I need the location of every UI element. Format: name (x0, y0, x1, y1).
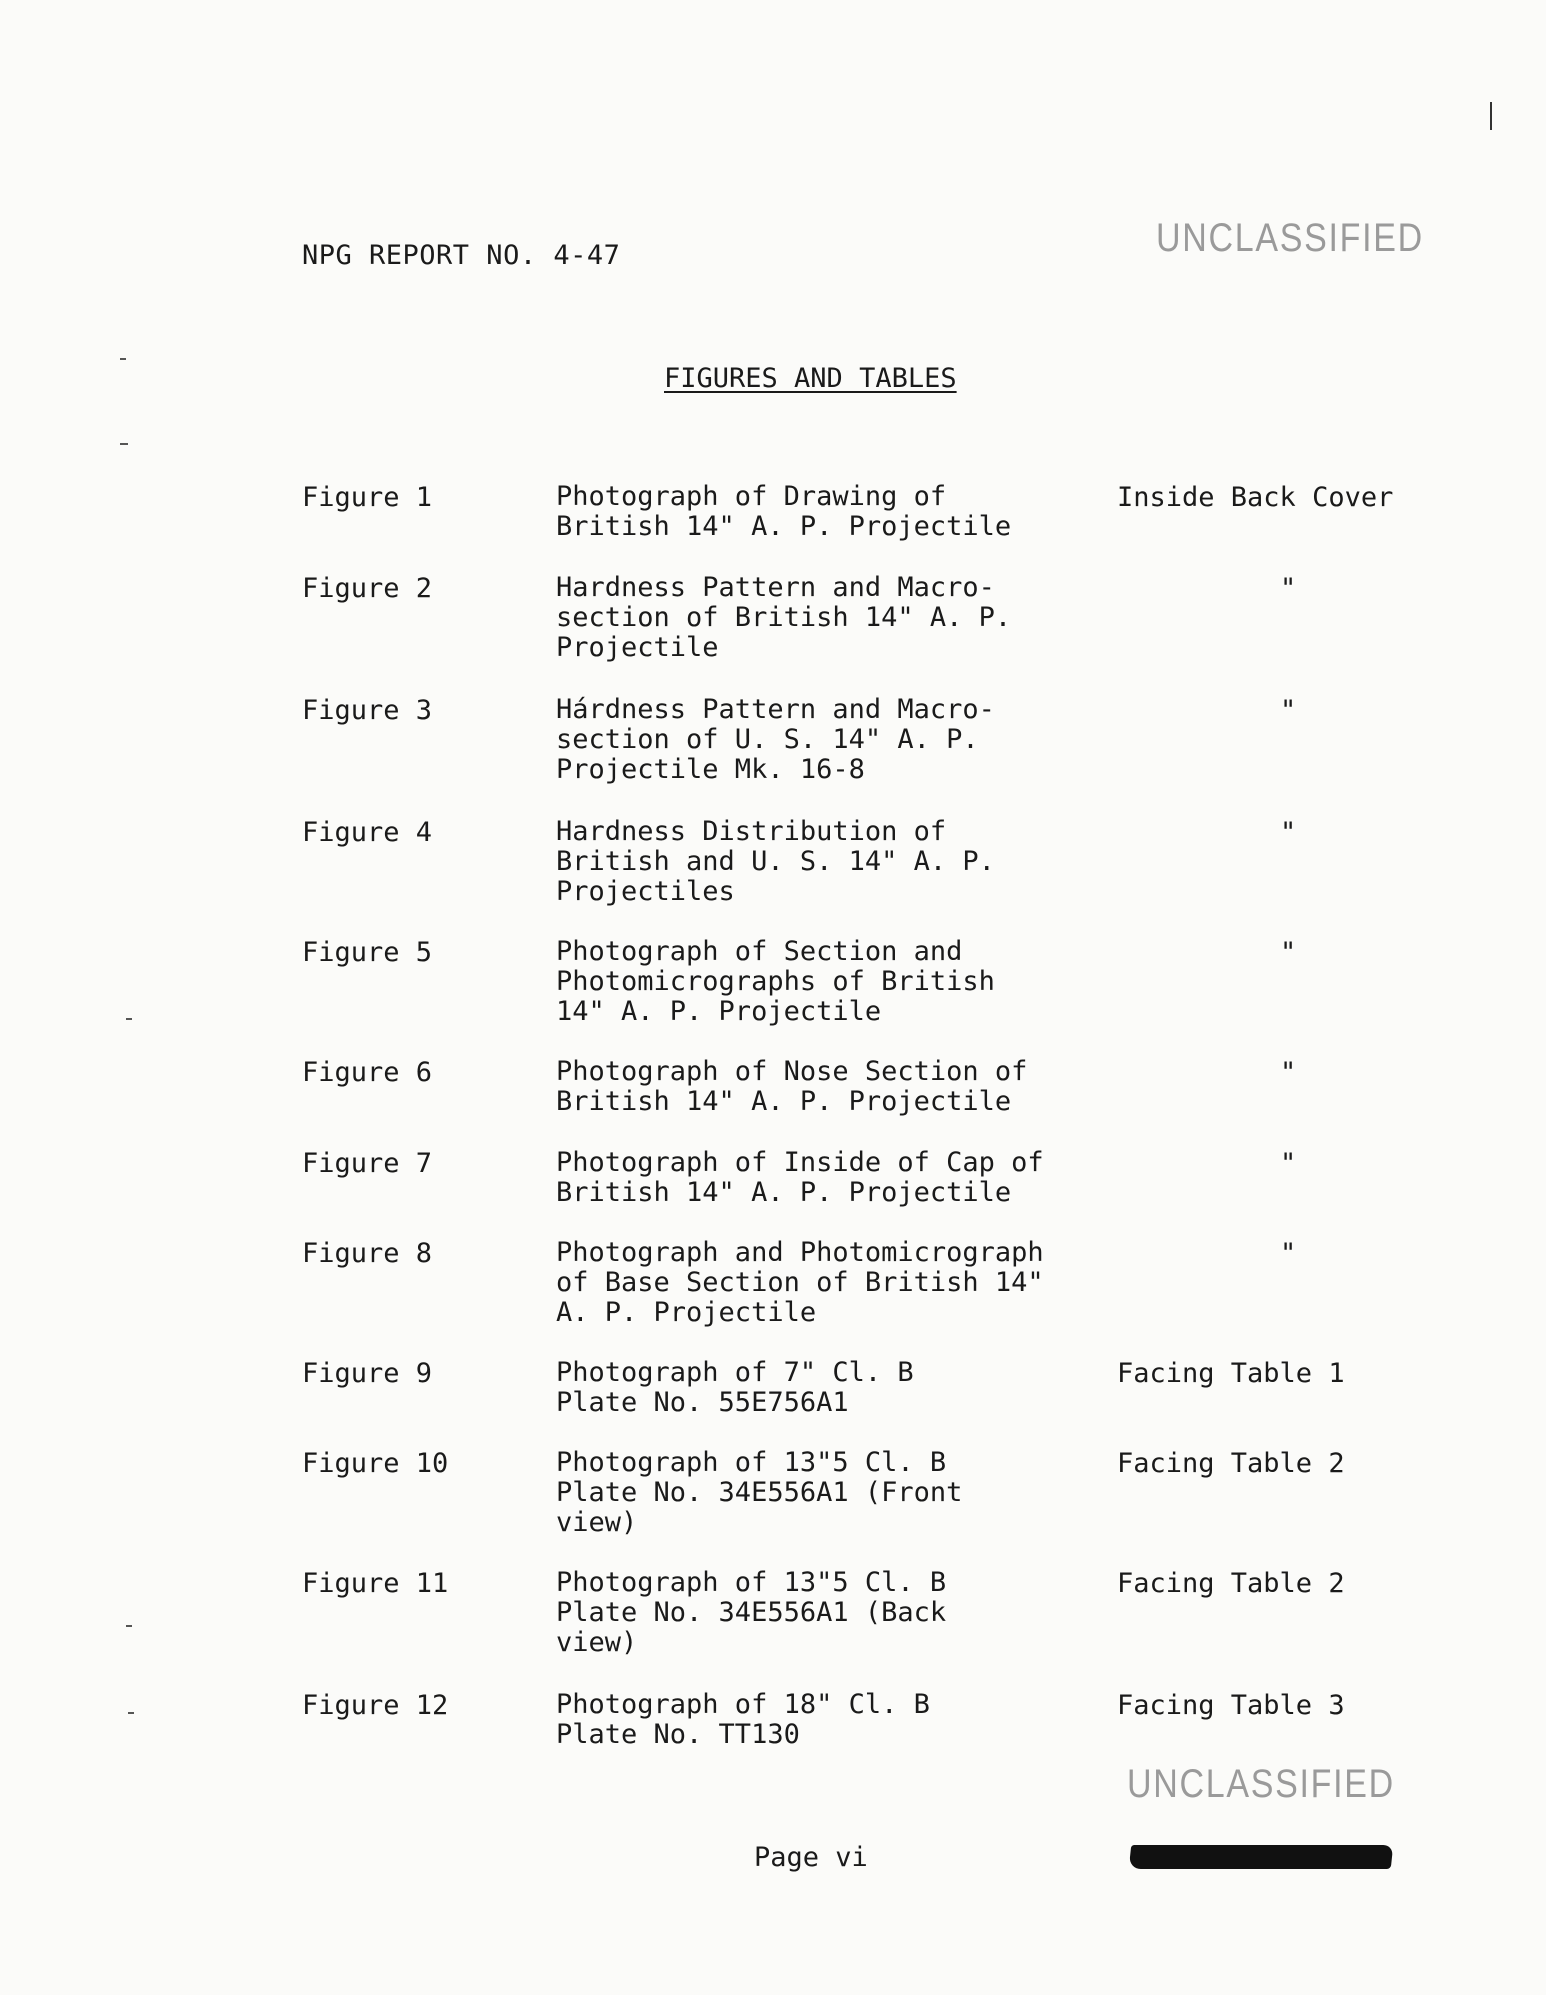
figure-description: Photograph of 13"5 Cl. B Plate No. 34E556A1 (Front view) (556, 1447, 963, 1538)
edge-mark (1490, 102, 1492, 130)
scan-speck (126, 1018, 132, 1020)
report-number: NPG REPORT NO. 4-47 (302, 240, 621, 271)
figure-label: Figure 2 (302, 573, 433, 604)
scan-speck (120, 443, 128, 445)
figure-description: Hardness Distribution of British and U. S. 14" A. P. Projectiles (556, 816, 995, 907)
figure-label: Figure 8 (302, 1238, 433, 1269)
figure-description: Photograph of Drawing of British 14" A. P. Projectile (556, 481, 1012, 542)
figure-label: Figure 4 (302, 817, 433, 848)
figure-label: Figure 12 (302, 1690, 449, 1721)
figure-location: Facing Table 2 (1117, 1448, 1345, 1479)
figure-label: Figure 5 (302, 937, 433, 968)
figure-label: Figure 10 (302, 1448, 449, 1479)
figure-location-ditto: " (1280, 573, 1297, 604)
figure-location: Facing Table 1 (1117, 1358, 1345, 1389)
figure-label: Figure 1 (302, 482, 433, 513)
classification-stamp-bottom: UNCLASSIFIED (1127, 1762, 1395, 1806)
figure-description: Photograph of Section and Photomicrographs of British 14" A. P. Projectile (556, 936, 995, 1027)
figure-location: Facing Table 2 (1117, 1568, 1345, 1599)
figure-label: Figure 3 (302, 695, 433, 726)
figure-label: Figure 11 (302, 1568, 449, 1599)
figure-label: Figure 6 (302, 1057, 433, 1088)
figure-description: Hardness Pattern and Macro- section of British 14" A. P. Projectile (556, 572, 1012, 663)
figure-location-ditto: " (1280, 1148, 1297, 1179)
page-title: FIGURES AND TABLES (664, 363, 957, 394)
figure-label: Figure 7 (302, 1148, 433, 1179)
figure-description: Photograph of Inside of Cap of British 14" A. P. Projectile (556, 1147, 1044, 1208)
figure-location: Inside Back Cover (1117, 482, 1394, 513)
figure-location-ditto: " (1280, 937, 1297, 968)
redaction-mark (1129, 1845, 1394, 1869)
figure-location: Facing Table 3 (1117, 1690, 1345, 1721)
scan-speck (126, 1625, 132, 1627)
figure-location-ditto: " (1280, 695, 1297, 726)
figure-description: Hárdness Pattern and Macro- section of U. S. 14" A. P. Projectile Mk. 16-8 (556, 694, 995, 785)
figure-location-ditto: " (1280, 817, 1297, 848)
figure-description: Photograph of 7" Cl. B Plate No. 55E756A1 (556, 1357, 914, 1418)
figure-description: Photograph of Nose Section of British 14" A. P. Projectile (556, 1056, 1028, 1117)
figure-location-ditto: " (1280, 1238, 1297, 1269)
scan-speck (120, 358, 126, 360)
figure-description: Photograph of 13"5 Cl. B Plate No. 34E556A1 (Back view) (556, 1567, 947, 1658)
figure-label: Figure 9 (302, 1358, 433, 1389)
scan-speck (128, 1712, 134, 1714)
classification-stamp-top: UNCLASSIFIED (1156, 216, 1424, 260)
figure-location-ditto: " (1280, 1057, 1297, 1088)
figure-description: Photograph of 18" Cl. B Plate No. TT130 (556, 1689, 930, 1750)
page-number: Page vi (754, 1842, 868, 1873)
figure-description: Photograph and Photomicrograph of Base Section of British 14" A. P. Projectile (556, 1237, 1044, 1328)
